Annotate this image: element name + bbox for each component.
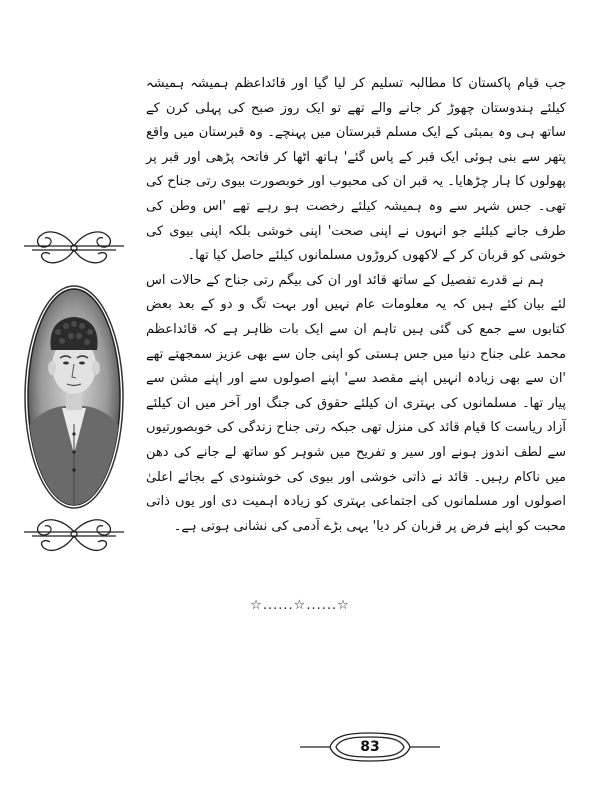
section-separator: ☆......☆......☆ bbox=[250, 598, 350, 613]
ornament-flourish-top bbox=[20, 222, 128, 272]
article-text bbox=[146, 72, 566, 539]
page-number: 83 bbox=[360, 739, 380, 755]
ornament-flourish-bottom bbox=[20, 510, 128, 560]
paragraph-1: جب قیام پاکستان کا مطالبہ تسلیم کر لیا گیا اور قائداعظم ہمیشہ ہمیشہ کیلئے ہندوستان چھوڑ کر جانے والے تھے تو ایک روز صبح کی پہلی کرن کے ساتھ ہی وہ بمبئی کے ایک مسلم قبرستان میں پہنچے۔ وہ قبرستان میں واقع پتھر سے بنی ہوئی ایک قبر کے پاس گئے' ہاتھ اٹھا کر فاتحہ پڑھی اور قبر پر پھولوں کا ہار چڑھایا۔ یہ قبر ان کی محبوب اور خوبصورت بیوی رتی جناح کی تھی۔ جس شہر سے وہ ہمیشہ کیلئے رخصت ہو رہے تھے 'اس وطن کی طرف جانے کیلئے جو انہوں نے اپنی صحت' اپنی خوشی بلکہ اپنی بیوی کی خوشی کو قربان کر کے لاکھوں کروڑوں مسلمانوں کیلئے حاصل کیا تھا۔ bbox=[146, 76, 566, 264]
paragraph-2: ہم نے قدرے تفصیل کے ساتھ قائد اور ان کی بیگم رتی جناح کے حالات اس لئے بیان کئے ہیں کہ یہ معلومات عام نہیں اور بہت تگ و دو کے بعد بعض کتابوں سے جمع کی گئی ہیں تاہم ان سے ایک بات ظاہر ہے کہ قائداعظم محمد علی جناح دنیا میں جس ہستی کو اپنی جان سے بھی عزیز سمجھتے تھے 'ان سے بھی زیادہ انہیں اپنے مقصد سے' اپنے اصولوں سے اور اپنے مشن سے پیار تھا۔ مسلمانوں کی بہتری ان کیلئے حقوق کی جنگ اور آخر میں ان کیلئے آزاد ریاست کا قیام قائد کی منزل تھی جبکہ رتی جناح زندگی کی خوبصورتیوں سے لطف اندوز ہونے اور سیر و تفریح میں شوہر کو ساتھ لے جانے کی دھن میں ناکام رہیں۔ قائد نے ذاتی خوشی اور بیوی کی خوشنودی کے بجائے اعلیٰ اصولوں اور مسلمانوں کی اجتماعی بہتری کو زیادہ اہمیت دی اور یوں ذاتی محبت کو اپنے فرض پر قربان کر دیا' یہی بڑے آدمی کی نشانی ہوتی ہے۔ bbox=[146, 272, 566, 534]
portrait-oval bbox=[24, 284, 124, 510]
